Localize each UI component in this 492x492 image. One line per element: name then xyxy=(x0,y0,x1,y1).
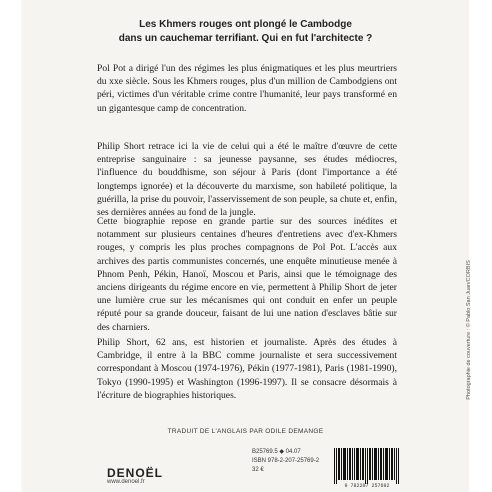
barcode xyxy=(332,448,402,484)
tagline xyxy=(22,18,469,46)
barcode-number: 9 782207 257692 xyxy=(344,483,390,489)
reference-code: B25769.5 ◆ 04.07 xyxy=(252,449,301,455)
right-margin xyxy=(469,0,492,492)
book-codes xyxy=(252,448,319,475)
publisher-logo: DENOËL xyxy=(107,466,164,480)
back-cover xyxy=(22,0,469,492)
paragraph-intro: Pol Pot a dirigé l'un des régimes les plus énigmatiques et les plus meurtriers du xxe siècle. Sous les Khmers rouges, plus d'un million de Cambodgiens ont péri, victimes d'un véritable crime contre l'humanité, leur pays transformé en un gigantesque camp de concentration. xyxy=(97,63,397,114)
tagline-line-2: dans un cauchemar terrifiant. Qui en fut l'architecte ? xyxy=(118,33,373,44)
paragraph-sources: Cette biographie repose en grande partie sur des sources inédites et notamment sur plusieurs centaines d'heures d'entretiens avec d'ex-Khmers rouges, y compris les plus proches compagnons de Pol Pot. L'accès aux archives des partis communistes concernés, une enquête minutieuse menée à Phnom Penh, Pékin, Hanoï, Moscou et Paris, ainsi que le témoignage des anciens dirigeants du régime encore en vie, permettent à Philip Short de jeter une lumière crue sur les mécanismes qui ont conduit en enfer un peuple réputé pour sa grande douceur, faisant de lui une nation d'esclaves bâtie sur des charniers. xyxy=(97,216,397,333)
price: 32 € xyxy=(252,467,264,473)
isbn: ISBN 978-2-207-25769-2 xyxy=(252,458,320,464)
paragraph-author: Philip Short, 62 ans, est historien et journaliste. Après des études à Cambridge, il entre à la BBC comme journaliste et sera successivement correspondant à Moscou (1974-1976), Pékin (1977-1981), Paris (1981-1990), Tokyo (1990-1995) et Washington (1996-1997). Il se consacre désormais à l'écriture de biographies historiques. xyxy=(97,337,397,401)
photo-credit: Photographie de couverture : © Pablo San Juan/CORBIS xyxy=(466,260,472,400)
publisher-website: www.denoel.fr xyxy=(107,479,145,485)
paragraph-biography: Philip Short retrace ici la vie de celui qui a été le maître d'œuvre de cette entreprise sanguinaire : sa jeunesse paysanne, ses études médiocres, l'influence du bouddhisme, son séjour à Paris (dont l'importance a été longtemps ignorée) et la découverte du marxisme, son habileté politique, la guérilla, la prise du pouvoir, l'asservissement de son peuple, sa chute et, enfin, ses dernières années au fond de la jungle. xyxy=(97,141,398,219)
translator-credit: TRADUIT DE L'ANGLAIS PAR ODILE DEMANGE xyxy=(167,428,324,435)
tagline-line-1: Les Khmers rouges ont plongé le Cambodge xyxy=(139,19,352,30)
